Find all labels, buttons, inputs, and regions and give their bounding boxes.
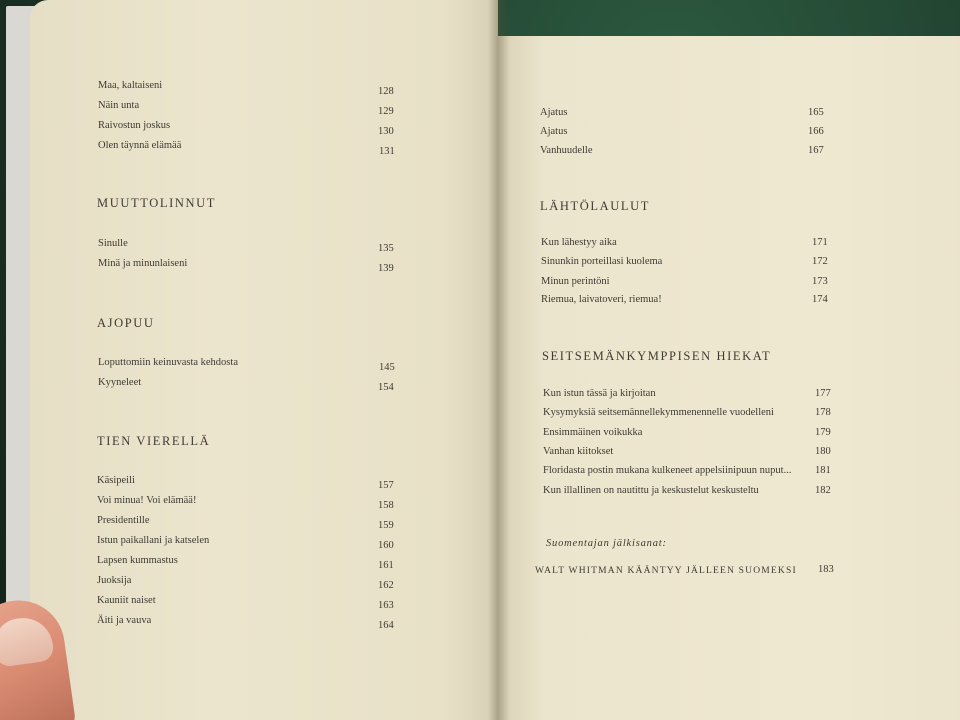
toc-entry-page: 163 bbox=[378, 600, 394, 611]
toc-entry-page: 178 bbox=[815, 407, 831, 418]
toc-entry-title: Vanhuudelle bbox=[540, 145, 593, 156]
section-heading: MUUTTOLINNUT bbox=[97, 196, 216, 210]
toc-entry-page: 160 bbox=[378, 540, 394, 551]
toc-entry-title: Ensimmäinen voikukka bbox=[543, 427, 643, 438]
toc-entry-title: Minun perintöni bbox=[541, 276, 610, 287]
book-gutter bbox=[488, 0, 510, 720]
toc-entry-page: 161 bbox=[378, 560, 394, 571]
toc-entry-title: Sinulle bbox=[98, 238, 128, 249]
toc-entry-page: 159 bbox=[378, 520, 394, 531]
toc-entry-page: 128 bbox=[378, 86, 394, 97]
toc-entry-title: Ajatus bbox=[540, 107, 568, 118]
toc-entry-title: Loputtomiin keinuvasta kehdosta bbox=[98, 357, 238, 368]
toc-entry-page: 154 bbox=[378, 382, 394, 393]
toc-entry-title: Käsipeili bbox=[97, 475, 135, 486]
toc-entry-page: 171 bbox=[812, 237, 828, 248]
section-heading: SEITSEMÄNKYMPPISEN HIEKAT bbox=[542, 349, 772, 363]
toc-entry-title: Kun istun tässä ja kirjoitan bbox=[543, 388, 656, 399]
toc-entry-page: 162 bbox=[378, 580, 394, 591]
toc-entry-title: Kun illallinen on nautittu ja keskustelut keskusteltu bbox=[543, 485, 759, 496]
toc-entry-title: Istun paikallani ja katselen bbox=[97, 535, 210, 546]
toc-entry-title: Riemua, laivatoveri, riemua! bbox=[541, 294, 662, 305]
toc-entry-title: Näin unta bbox=[98, 100, 140, 111]
toc-entry-title: Äiti ja vauva bbox=[97, 615, 152, 626]
right-page bbox=[498, 36, 960, 720]
toc-entry-title: Floridasta postin mukana kulkeneet appelsiinipuun nuput... bbox=[543, 465, 792, 476]
toc-entry-title: Raivostun joskus bbox=[98, 120, 171, 131]
toc-entry-page: 179 bbox=[815, 427, 831, 438]
toc-entry-page: 172 bbox=[812, 256, 828, 267]
section-heading: LÄHTÖLAULUT bbox=[540, 199, 650, 213]
toc-entry-title: Lapsen kummastus bbox=[97, 555, 178, 566]
toc-entry-title: Vanhan kiitokset bbox=[543, 446, 614, 457]
section-heading: TIEN VIERELLÄ bbox=[97, 434, 211, 448]
toc-entry-title: Kun lähestyy aika bbox=[541, 237, 617, 248]
toc-entry-page: 182 bbox=[815, 485, 831, 496]
toc-entry-page: 158 bbox=[378, 500, 394, 511]
toc-entry-page: 180 bbox=[815, 446, 831, 457]
toc-entry-page: 157 bbox=[378, 480, 394, 491]
toc-entry-page: 145 bbox=[379, 362, 395, 373]
toc-entry-page: 139 bbox=[378, 263, 394, 274]
toc-entry-title: Kysymyksiä seitsemännellekymmenennelle vuodelleni bbox=[543, 407, 774, 418]
toc-entry-page: 165 bbox=[808, 107, 824, 118]
toc-entry-page: 173 bbox=[812, 276, 828, 287]
toc-entry-title: Minä ja minunlaiseni bbox=[98, 258, 188, 269]
section-heading: AJOPUU bbox=[97, 316, 155, 330]
toc-entry-title: Olen täynnä elämää bbox=[98, 140, 182, 151]
toc-entry-title: Ajatus bbox=[540, 126, 568, 137]
afterword-label: Suomentajan jälkisanat: bbox=[546, 538, 667, 549]
toc-entry-title: Kyyneleet bbox=[98, 377, 142, 388]
toc-entry-page: 174 bbox=[812, 294, 828, 305]
toc-entry-title: Sinunkin porteillasi kuolema bbox=[541, 256, 663, 267]
afterword-page: 183 bbox=[818, 564, 834, 575]
toc-entry-page: 167 bbox=[808, 145, 824, 156]
toc-entry-page: 166 bbox=[808, 126, 824, 137]
afterword-title: WALT WHITMAN KÄÄNTYY JÄLLEEN SUOMEKSI bbox=[535, 566, 797, 576]
toc-entry-page: 164 bbox=[378, 620, 394, 631]
toc-entry-page: 131 bbox=[379, 146, 395, 157]
toc-entry-page: 177 bbox=[815, 388, 831, 399]
toc-entry-page: 130 bbox=[378, 126, 394, 137]
toc-entry-title: Kauniit naiset bbox=[97, 595, 156, 606]
toc-entry-title: Juoksija bbox=[97, 575, 132, 586]
toc-entry-page: 181 bbox=[815, 465, 831, 476]
toc-entry-page: 129 bbox=[378, 106, 394, 117]
toc-entry-title: Presidentille bbox=[97, 515, 150, 526]
toc-entry-title: Voi minua! Voi elämää! bbox=[97, 495, 197, 506]
toc-entry-title: Maa, kaltaiseni bbox=[98, 80, 163, 91]
toc-entry-page: 135 bbox=[378, 243, 394, 254]
